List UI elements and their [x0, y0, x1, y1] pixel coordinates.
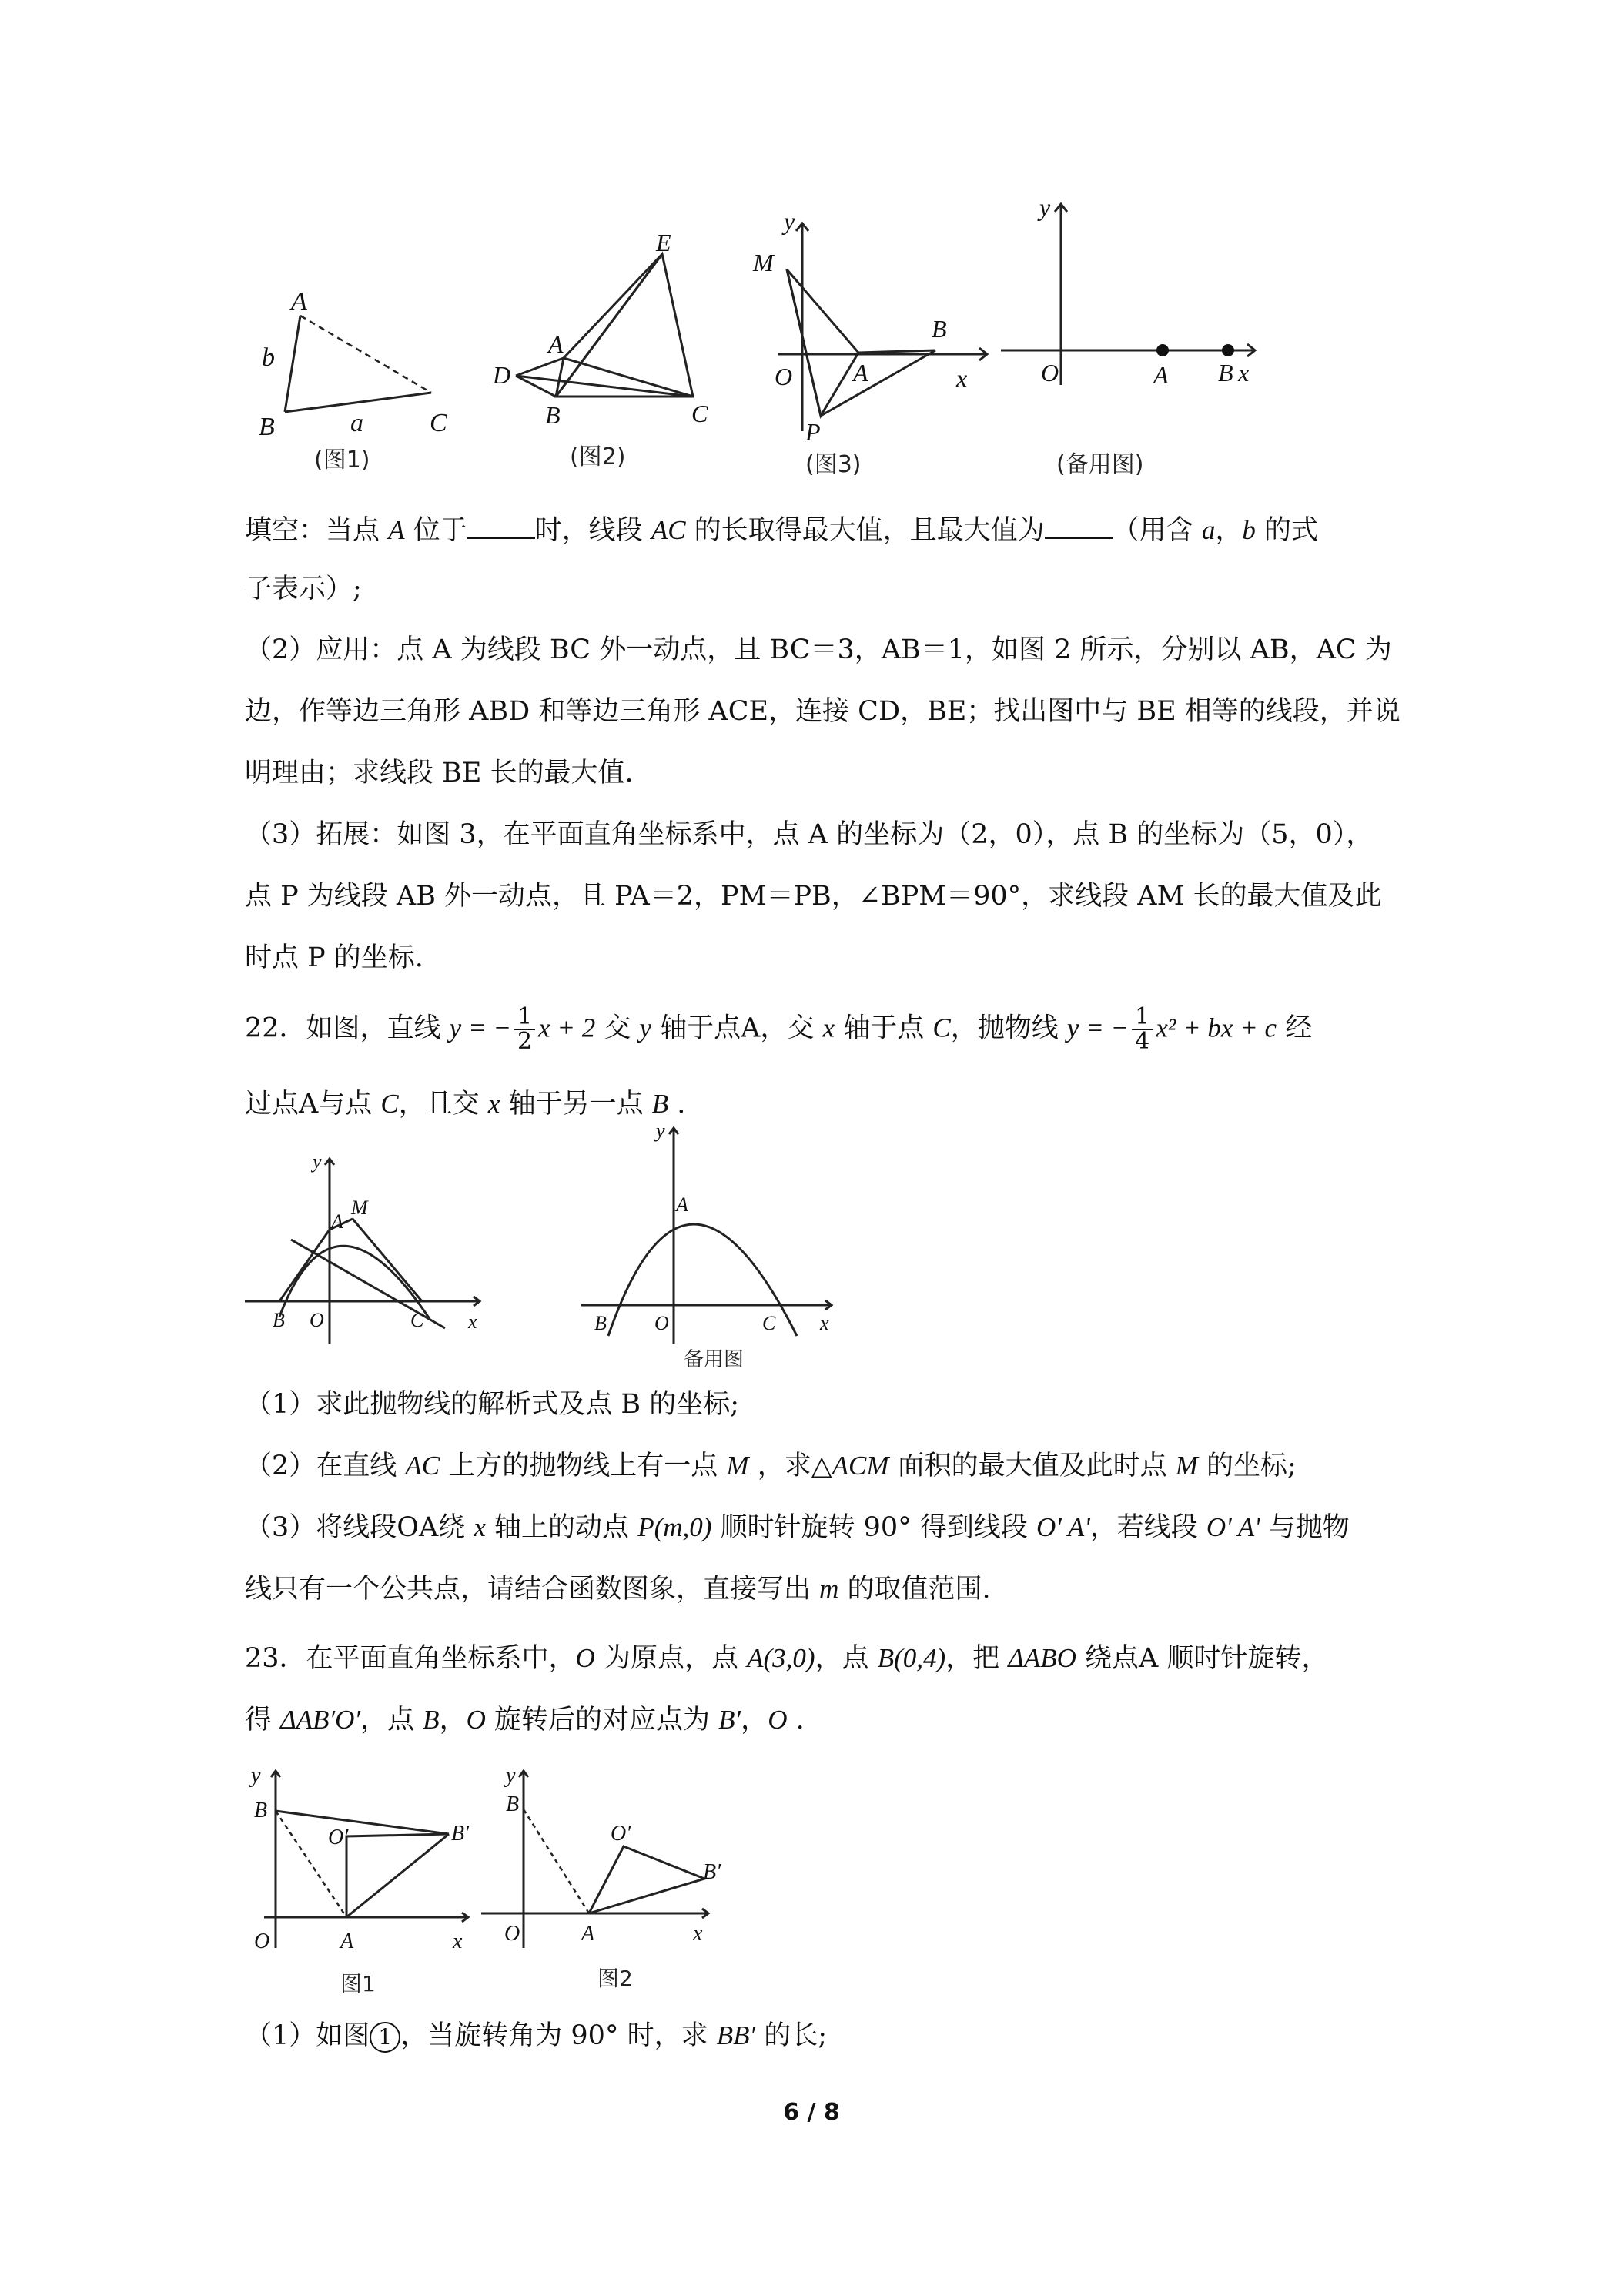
answer-blank-1: [467, 514, 535, 539]
fig4-label-O: O: [1041, 359, 1059, 387]
text: 面积的最大值及此时点: [888, 1451, 1176, 1481]
math-var: x: [487, 1089, 500, 1119]
fig2-label-B: B: [545, 401, 561, 429]
fig2-label-C: C: [691, 400, 708, 427]
math-var: C: [380, 1089, 399, 1119]
fig4-caption: (备用图): [1056, 451, 1144, 478]
fig3-label-P: P: [805, 418, 821, 446]
circled-number: 1: [370, 2022, 400, 2053]
math-var: B: [651, 1089, 669, 1119]
math-var: x: [822, 1012, 835, 1043]
fig3-label-B: B: [932, 315, 947, 343]
text: 轴于另一点: [500, 1089, 652, 1120]
math-var: a: [1201, 515, 1216, 545]
q23-line2: [245, 1702, 805, 1739]
text: 过点A与点: [245, 1089, 381, 1120]
fraction: [514, 1003, 535, 1055]
text: ，抛物线: [950, 1012, 1067, 1044]
q21-part3-line2: 点 P 为线段 AB 外一动点，且 PA＝2，PM＝PB，∠BPM＝90°，求线段 AM 长的最大值及此: [245, 881, 1382, 912]
text: 的取值范围.: [838, 1574, 991, 1605]
math: A(3,0): [747, 1643, 815, 1673]
fig3-label-x: x: [956, 364, 968, 392]
text: ，: [1215, 515, 1243, 546]
text: （2）在直线: [245, 1451, 406, 1481]
text: 线只有一个公共点，请结合函数图象，直接写出: [245, 1574, 820, 1605]
q23-fig2-caption: 图2: [597, 1966, 633, 1991]
frac-den: 2: [517, 1028, 533, 1055]
math: O' A': [1036, 1512, 1090, 1542]
q23-f2-label-Op: O′: [611, 1822, 631, 1846]
q21-fill-line1: [245, 512, 1318, 549]
text: 23．在平面直角坐标系中，: [245, 1643, 576, 1674]
text: .: [668, 1089, 686, 1120]
q22-right-label-A: A: [676, 1193, 688, 1216]
fraction: [1132, 1003, 1153, 1055]
text: 经: [1277, 1012, 1313, 1044]
text: 时，线段: [534, 515, 651, 546]
fig1-label-A: A: [291, 287, 307, 316]
fig4-label-B: B: [1218, 359, 1233, 387]
math: O' A': [1206, 1512, 1260, 1542]
text: 22．如图，直线: [245, 1012, 450, 1044]
figure-2-equilateral-triangles: [493, 231, 724, 431]
math: x² + bx + c: [1156, 1012, 1277, 1043]
q22-left-label-B: B: [273, 1309, 285, 1331]
text: 为原点，点: [594, 1643, 748, 1674]
fig4-label-y: y: [1039, 193, 1051, 221]
math-var: B′: [718, 1705, 741, 1735]
fig1-caption: (图1): [314, 447, 370, 474]
q21-part2-line2: 边，作等边三角形 ABD 和等边三角形 ACE，连接 CD，BE；找出图中与 BE 相等的线段，并说: [245, 696, 1400, 727]
text: 上方的抛物线上有一点: [440, 1451, 727, 1481]
q22-right-caption: 备用图: [684, 1348, 745, 1371]
q23-fig1-caption: 图1: [340, 1971, 376, 1996]
text: 旋转后的对应点为: [485, 1705, 719, 1735]
fig2-label-D: D: [493, 361, 511, 389]
math-var: O: [575, 1643, 595, 1673]
q22-right-label-y: y: [656, 1120, 665, 1142]
q23-f2-label-A: A: [581, 1922, 595, 1946]
text: ，点: [815, 1643, 878, 1674]
math-var: m: [819, 1574, 839, 1604]
q23-f2-label-y: y: [506, 1764, 516, 1788]
text: 轴上的动点: [485, 1512, 638, 1543]
fig2-label-E: E: [656, 229, 671, 256]
q23-part1: [245, 2017, 827, 2054]
q22-line1: [245, 1003, 1313, 1055]
fig3-caption: (图3): [805, 451, 862, 478]
math-var: M: [1175, 1451, 1198, 1481]
q22-right-label-B: B: [594, 1312, 607, 1334]
text: ，把: [945, 1643, 1009, 1674]
text: 交: [595, 1012, 640, 1044]
q22-right-label-C: C: [762, 1312, 776, 1334]
text: （1）如图: [245, 2020, 370, 2051]
fig3-label-O: O: [775, 363, 793, 390]
math: P(m,0): [637, 1512, 712, 1542]
math-var: AC: [651, 515, 686, 545]
math: x + 2: [538, 1012, 596, 1043]
figure-3-coordinate: [739, 208, 993, 447]
q21-fill-line2: 子表示）;: [245, 574, 362, 604]
q21-part2-line1: （2）应用：点 A 为线段 BC 外一动点，且 BC＝3，AB＝1，如图 2 所示，分别以 AB，AC 为: [245, 634, 1392, 665]
fig3-label-A: A: [853, 359, 868, 387]
frac-den: 4: [1135, 1028, 1150, 1055]
q23-f1-label-A: A: [340, 1930, 354, 1953]
q23-f1-label-Bp: B′: [451, 1822, 470, 1846]
math: y = −: [1066, 1012, 1129, 1043]
text: 的长;: [755, 2020, 828, 2051]
q23-f1-label-Op: O′: [328, 1826, 349, 1849]
fig1-label-C: C: [430, 409, 447, 437]
q21-part2-line3: 明理由；求线段 BE 长的最大值.: [245, 758, 634, 788]
fig1-label-a: a: [350, 409, 363, 437]
fig3-label-y: y: [784, 207, 795, 235]
q22-line2: [245, 1086, 685, 1123]
q22-figure-right: [577, 1120, 839, 1351]
q23-f2-label-O: O: [504, 1922, 520, 1946]
math-var: O: [768, 1705, 788, 1735]
math-var: B: [423, 1705, 440, 1735]
q22-left-label-x: x: [468, 1310, 477, 1333]
text: ，: [439, 1705, 467, 1735]
q22-left-label-O: O: [310, 1309, 324, 1331]
q21-part3-line3: 时点 P 的坐标.: [245, 942, 423, 973]
math-var: b: [1242, 515, 1256, 545]
q22-left-label-y: y: [313, 1150, 322, 1173]
text: .: [787, 1705, 805, 1735]
q23-f1-label-O: O: [254, 1930, 270, 1953]
figure-1-triangle: [254, 277, 454, 439]
q22-left-label-A: A: [331, 1210, 343, 1233]
figure-backup-axes: [993, 192, 1270, 393]
text: 的坐标;: [1197, 1451, 1297, 1481]
text: （用含: [1112, 515, 1202, 546]
fig3-label-M: M: [753, 249, 774, 276]
text: 与抛物: [1260, 1512, 1350, 1543]
frac-num: 1: [1132, 1006, 1153, 1030]
math: ΔABO: [1008, 1643, 1076, 1673]
q23-f2-label-Bp: B′: [703, 1860, 721, 1884]
q22-part1: （1）求此抛物线的解析式及点 B 的坐标;: [245, 1389, 740, 1420]
fig4-label-x: x: [1238, 359, 1250, 387]
math: ΔAB′O′: [280, 1705, 361, 1735]
answer-blank-2: [1045, 514, 1113, 539]
math: y = −: [449, 1012, 511, 1043]
math-var: A: [388, 515, 405, 545]
page-number: 6 / 8: [783, 2099, 840, 2126]
q22-right-label-O: O: [654, 1312, 669, 1334]
math-var: C: [932, 1012, 951, 1043]
q22-left-label-M: M: [351, 1197, 368, 1219]
text: 得: [245, 1705, 281, 1735]
fig1-label-B: B: [259, 413, 275, 441]
frac-num: 1: [514, 1006, 535, 1030]
text: 位于: [404, 515, 467, 546]
text: ，当旋转角为 90° 时，求: [400, 2020, 717, 2051]
fig4-label-A: A: [1153, 361, 1169, 389]
q22-left-label-C: C: [410, 1309, 424, 1331]
q23-figure-1: [245, 1763, 476, 1956]
q22-part2: [245, 1448, 1297, 1484]
text: 的式: [1255, 515, 1318, 546]
q23-f1-label-x: x: [453, 1930, 463, 1953]
text: 填空：当点: [245, 515, 389, 546]
text: ，点: [360, 1705, 423, 1735]
q23-f1-label-B: B: [254, 1799, 268, 1822]
math-var: ACM: [832, 1451, 889, 1481]
text: 绕点A 顺时针旋转，: [1076, 1643, 1329, 1674]
text: 顺时针旋转 90° 得到线段: [711, 1512, 1036, 1543]
q21-part3-line1: （3）拓展：如图 3，在平面直角坐标系中，点 A 的坐标为（2，0），点 B 的坐标为（5，0），: [245, 819, 1374, 850]
q22-part3-line2: [245, 1571, 991, 1608]
math-var: O: [466, 1705, 486, 1735]
q23-f2-label-B: B: [506, 1792, 520, 1816]
text: ，若线段: [1089, 1512, 1206, 1543]
q22-right-label-x: x: [820, 1312, 829, 1334]
math-var: x: [474, 1512, 486, 1542]
q22-part3-line1: [245, 1509, 1350, 1546]
text: ，且交: [398, 1089, 488, 1120]
text: （3）将线段OA绕: [245, 1512, 474, 1543]
text: 的长取得最大值，且最大值为: [685, 515, 1045, 546]
text: ，求△: [748, 1451, 832, 1481]
text: 轴于点: [835, 1012, 933, 1044]
q23-f2-label-x: x: [693, 1922, 703, 1946]
fig2-label-A: A: [548, 330, 564, 358]
q23-line1: [245, 1640, 1328, 1677]
q22-figure-left: [245, 1151, 491, 1351]
text: ，: [741, 1705, 768, 1735]
math: B(0,4): [877, 1643, 946, 1673]
q23-f1-label-y: y: [251, 1764, 261, 1788]
text: 轴于点A，交: [651, 1012, 823, 1044]
math-var: AC: [405, 1451, 440, 1481]
fig1-label-b: b: [262, 343, 275, 372]
q23-figure-2: [474, 1763, 720, 1948]
math: BB′: [716, 2020, 756, 2050]
math-var: y: [639, 1012, 652, 1043]
fig2-caption: (图2): [570, 443, 626, 470]
math-var: M: [726, 1451, 749, 1481]
